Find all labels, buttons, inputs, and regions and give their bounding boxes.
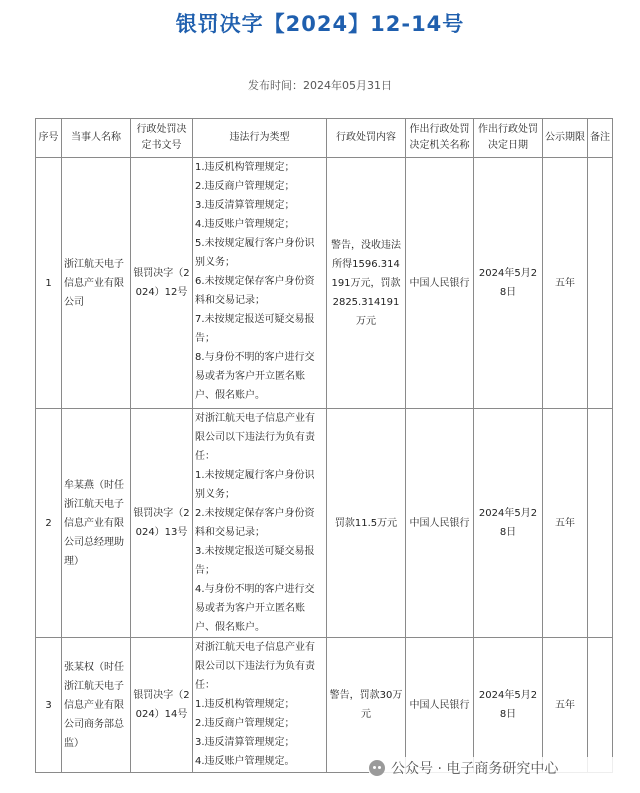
publish-date: 2024年05月31日 <box>303 79 392 92</box>
cell-remark <box>588 409 613 638</box>
cell-penalty: 罚款11.5万元 <box>327 409 406 638</box>
penalty-table <box>35 118 613 773</box>
cell-party: 张某权（时任浙江航天电子信息产业有限公司商务部总监） <box>62 638 131 773</box>
cell-period: 五年 <box>543 409 588 638</box>
cell-remark <box>588 638 613 773</box>
cell-date: 2024年5月28日 <box>474 409 543 638</box>
cell-date: 2024年5月28日 <box>474 158 543 409</box>
header-decision-no: 行政处罚决定书文号 <box>131 119 193 158</box>
violation-item: 对浙江航天电子信息产业有限公司以下违法行为负有责任： <box>195 642 315 691</box>
cell-penalty: 警告，没收违法所得1596.314191万元，罚款2825.314191万元 <box>327 158 406 409</box>
header-date: 作出行政处罚决定日期 <box>474 119 543 158</box>
violation-item: 2.未按规定保存客户身份资料和交易记录； <box>195 508 315 538</box>
violation-item: 1.未按规定履行客户身份识别义务； <box>195 470 315 500</box>
header-violation: 违法行为类型 <box>193 119 327 158</box>
publish-date-line <box>0 77 640 93</box>
header-authority: 作出行政处罚决定机关名称 <box>406 119 474 158</box>
cell-penalty: 警告，罚款30万元 <box>327 638 406 773</box>
cell-authority: 中国人民银行 <box>406 409 474 638</box>
violation-item: 2.违反商户管理规定； <box>195 181 295 192</box>
violation-item: 1.违反机构管理规定； <box>195 699 295 710</box>
violation-item: 8.与身份不明的客户进行交易或者为客户开立匿名账户、假名账户。 <box>195 352 315 401</box>
cell-decision-no: 银罚决字（2024）13号 <box>131 409 193 638</box>
cell-seq: 1 <box>36 158 62 409</box>
cell-decision-no: 银罚决字（2024）12号 <box>131 158 193 409</box>
wechat-icon <box>369 760 385 776</box>
violation-item: 3.未按规定报送可疑交易报告； <box>195 546 315 576</box>
cell-period: 五年 <box>543 158 588 409</box>
cell-violation <box>193 158 327 409</box>
violation-item: 3.违反清算管理规定； <box>195 200 295 211</box>
header-period: 公示期限 <box>543 119 588 158</box>
table-row <box>36 158 613 409</box>
violation-item: 7.未按规定报送可疑交易报告； <box>195 314 315 344</box>
cell-violation <box>193 638 327 773</box>
cell-seq: 3 <box>36 638 62 773</box>
cell-decision-no: 银罚决字（2024）14号 <box>131 638 193 773</box>
watermark-text: 公众号 · 电子商务研究中心 <box>391 761 559 777</box>
cell-period: 五年 <box>543 638 588 773</box>
cell-date: 2024年5月28日 <box>474 638 543 773</box>
cell-party: 浙江航天电子信息产业有限公司 <box>62 158 131 409</box>
violation-item: 4.与身份不明的客户进行交易或者为客户开立匿名账户、假名账户。 <box>195 584 315 633</box>
header-penalty: 行政处罚内容 <box>327 119 406 158</box>
violation-item: 4.违反账户管理规定。 <box>195 756 295 767</box>
cell-party: 牟某燕（时任浙江航天电子信息产业有限公司总经理助理） <box>62 409 131 638</box>
header-seq: 序号 <box>36 119 62 158</box>
cell-authority: 中国人民银行 <box>406 158 474 409</box>
violation-item: 4.违反账户管理规定； <box>195 219 295 230</box>
cell-remark <box>588 158 613 409</box>
cell-seq: 2 <box>36 409 62 638</box>
violation-item: 6.未按规定保存客户身份资料和交易记录； <box>195 276 315 306</box>
page-title: 银罚决字【2024】12-14号 <box>175 12 465 36</box>
cell-authority: 中国人民银行 <box>406 638 474 773</box>
wechat-watermark <box>369 757 634 779</box>
table-row <box>36 638 613 773</box>
table-row <box>36 409 613 638</box>
header-remark: 备注 <box>588 119 613 158</box>
violation-item: 1.违反机构管理规定； <box>195 162 295 173</box>
table-header-row <box>36 119 613 158</box>
cell-violation <box>193 409 327 638</box>
header-party: 当事人名称 <box>62 119 131 158</box>
publish-label: 发布时间： <box>248 79 303 92</box>
violation-item: 5.未按规定履行客户身份识别义务； <box>195 238 315 268</box>
violation-item: 对浙江航天电子信息产业有限公司以下违法行为负有责任： <box>195 413 315 462</box>
violation-item: 3.违反清算管理规定； <box>195 737 295 748</box>
violation-item: 2.违反商户管理规定； <box>195 718 295 729</box>
